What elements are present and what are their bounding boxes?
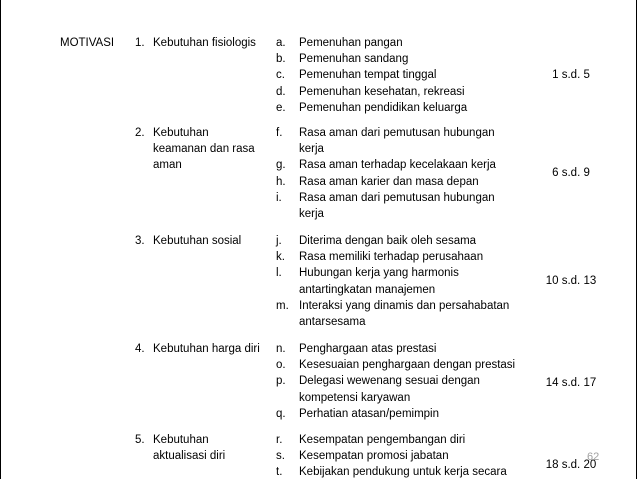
page-number: 62: [587, 451, 600, 463]
indicator-letter: p.: [276, 375, 286, 388]
left-page-border: [0, 0, 1, 479]
group-number: 4.: [135, 343, 145, 355]
group-title-line: aman: [153, 159, 182, 172]
indicator-letter: m.: [276, 299, 289, 312]
indicator-letter: q.: [276, 407, 286, 420]
indicator-text: antarsesama: [299, 316, 366, 328]
indicator-letter: o.: [276, 359, 286, 372]
indicator-text: Rasa aman terhadap kecelakaan kerja: [299, 159, 496, 172]
indicator-text: Perhatian atasan/pemimpin: [299, 407, 439, 420]
indicator-letter: s.: [276, 450, 285, 463]
item-range: 14 s.d. 17: [545, 377, 597, 389]
indicator-text: kompetensi karyawan: [299, 391, 411, 404]
indicator-letter: g.: [276, 159, 286, 172]
indicator-text: Pemenuhan pendidikan keluarga: [299, 101, 468, 114]
item-range: 6 s.d. 9: [552, 167, 590, 179]
right-page-border: [636, 0, 637, 479]
indicator-text: Kesesuaian penghargaan dengan prestasi: [299, 359, 516, 372]
group-title-line: aktualisasi diri: [153, 450, 226, 463]
indicator-letter: h.: [276, 175, 286, 188]
group-number: 3.: [135, 235, 145, 247]
indicator-text: Pemenuhan pangan: [299, 37, 403, 49]
indicator-letter: a.: [276, 37, 286, 49]
group-number: 5.: [135, 434, 145, 446]
indicator-text: Delegasi wewenang sesuai dengan: [299, 375, 480, 388]
indicator-text: Pemenuhan kesehatan, rekreasi: [299, 85, 465, 98]
item-range: 10 s.d. 13: [545, 275, 597, 287]
group-title-line: Kebutuhan harga diri: [153, 343, 260, 355]
indicator-letter: d.: [276, 85, 286, 98]
group-title-line: Kebutuhan fisiologis: [153, 37, 256, 49]
indicator-letter: b.: [276, 53, 286, 66]
indicator-text: Rasa aman karier dan masa depan: [299, 175, 479, 188]
indicator-letter: e.: [276, 101, 286, 114]
group-number: 2.: [135, 127, 145, 139]
indicator-text: Rasa aman dari pemutusan hubungan: [299, 191, 495, 204]
indicator-letter: f.: [276, 127, 283, 139]
indicator-text: kerja: [299, 143, 324, 156]
indicator-text: kerja: [299, 208, 324, 220]
indicator-text: Rasa memiliki terhadap perusahaan: [299, 251, 484, 264]
group-number: 1.: [135, 37, 145, 49]
item-range: 1 s.d. 5: [552, 69, 590, 81]
indicator-text: Kebijakan pendukung untuk kerja secara: [299, 466, 507, 479]
indicator-text: Interaksi yang dinamis dan persahabatan: [299, 299, 510, 312]
indicator-text: Pemenuhan sandang: [299, 53, 409, 66]
item-range: 18 s.d. 20: [545, 459, 597, 471]
indicator-letter: i.: [276, 191, 282, 204]
group-title-line: keamanan dan rasa: [153, 143, 255, 156]
indicator-letter: l.: [276, 267, 282, 280]
indicator-text: Kesempatan pengembangan diri: [299, 434, 466, 446]
indicator-text: Pemenuhan tempat tinggal: [299, 69, 437, 82]
section-header: MOTIVASI: [60, 37, 115, 49]
indicator-letter: n.: [276, 343, 286, 355]
group-title-line: Kebutuhan: [153, 434, 209, 446]
indicator-text: Rasa aman dari pemutusan hubungan: [299, 127, 495, 139]
indicator-text: Penghargaan atas prestasi: [299, 343, 437, 355]
group-title-line: Kebutuhan: [153, 127, 209, 139]
indicator-letter: k.: [276, 251, 285, 264]
indicator-letter: t.: [276, 466, 283, 479]
indicator-letter: r.: [276, 434, 283, 446]
group-title-line: Kebutuhan sosial: [153, 235, 242, 247]
indicator-letter: c.: [276, 69, 285, 82]
indicator-letter: j.: [276, 235, 282, 247]
indicator-text: Hubungan kerja yang harmonis: [299, 267, 459, 280]
indicator-text: Diterima dengan baik oleh sesama: [299, 235, 477, 247]
indicator-text: Kesempatan promosi jabatan: [299, 450, 449, 463]
indicator-text: antartingkatan manajemen: [299, 283, 436, 296]
